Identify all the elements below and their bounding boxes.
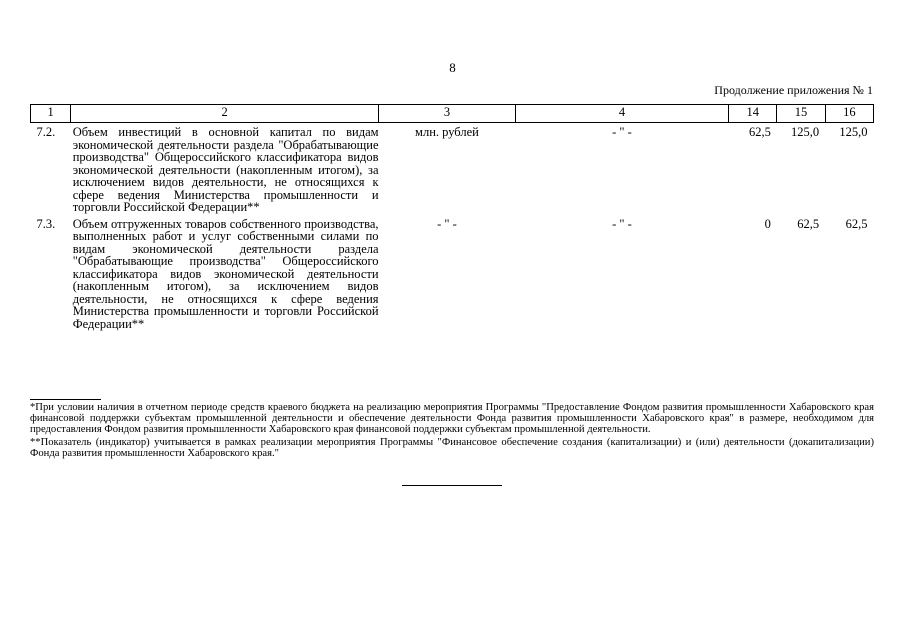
table-row bbox=[31, 123, 874, 214]
footnote-1: *При условии наличия в отчетном периоде средств краевого бюджета на реализацию мероприятия Программы "Предоставление Фондом развития промышленности Хабаровского края финансовой поддержки субъектам промышленной деятельности и обеспечение деятельности Фонда развития промышленности Хабаровского края" в размере, необходимом для предоставления Фондом развития промышленности Хабаровского края финансовой поддержки субъектам промышленной деятельности. bbox=[30, 402, 874, 435]
value-col-15: 62,5 bbox=[797, 216, 820, 231]
header-cell-3: 3 bbox=[379, 105, 516, 123]
header-cell-2: 2 bbox=[71, 105, 379, 123]
footnote-divider bbox=[30, 399, 101, 400]
row-number: 7.3. bbox=[36, 216, 56, 231]
value-col-14: 0 bbox=[764, 216, 771, 231]
continuation-label: Продолжение приложения № 1 bbox=[714, 83, 873, 97]
unit-of-measure: млн. рублей bbox=[415, 125, 479, 139]
header-cell-16: 16 bbox=[825, 105, 873, 123]
header-cell-14: 14 bbox=[729, 105, 777, 123]
end-divider bbox=[402, 485, 502, 486]
value-col-15: 125,0 bbox=[791, 125, 820, 139]
footnote-2: **Показатель (индикатор) учитывается в рамках реализации мероприятия Программы "Финансовое обеспечение создания (капитализации) и (или) деятельности (докапитализации) Фонда развития промышленности Хабаровского края." bbox=[30, 437, 874, 459]
indicator-name: Объем инвестиций в основной капитал по видам экономической деятельности раздела "Обрабатывающие производства" Общероссийского классификатора видов экономической деятельности (накопленным итогом), за исключением видов деятельности, не относящихся к сфере ведения Министерства промышленности и торговли Российской Федерации** bbox=[72, 125, 379, 214]
page-number: 8 bbox=[449, 60, 456, 75]
value-col-16: 125,0 bbox=[839, 125, 868, 139]
value-col-16: 62,5 bbox=[845, 216, 868, 231]
indicators-table bbox=[30, 104, 874, 330]
unit-of-measure: - " - bbox=[437, 216, 457, 231]
value-col-14: 62,5 bbox=[749, 125, 771, 139]
table-header-row bbox=[31, 105, 874, 123]
row-number: 7.2. bbox=[36, 125, 56, 139]
header-cell-15: 15 bbox=[777, 105, 825, 123]
table-row bbox=[31, 214, 874, 331]
indicator-name: Объем отгруженных товаров собственного производства, выполненных работ и услуг собственными силами по видам экономической деятельности раздела "Обрабатывающие производства" Общероссийского классификатора видов экономической деятельности (накопленным итогом), за исключением видов деятельности, не относящихся к сфере ведения Министерства промышленности и торговли Российской Федерации** bbox=[72, 216, 379, 331]
source-cell: - " - bbox=[612, 125, 632, 139]
source-cell: - " - bbox=[612, 216, 632, 231]
footnotes bbox=[30, 402, 874, 461]
header-cell-1: 1 bbox=[31, 105, 71, 123]
header-cell-4: 4 bbox=[515, 105, 728, 123]
